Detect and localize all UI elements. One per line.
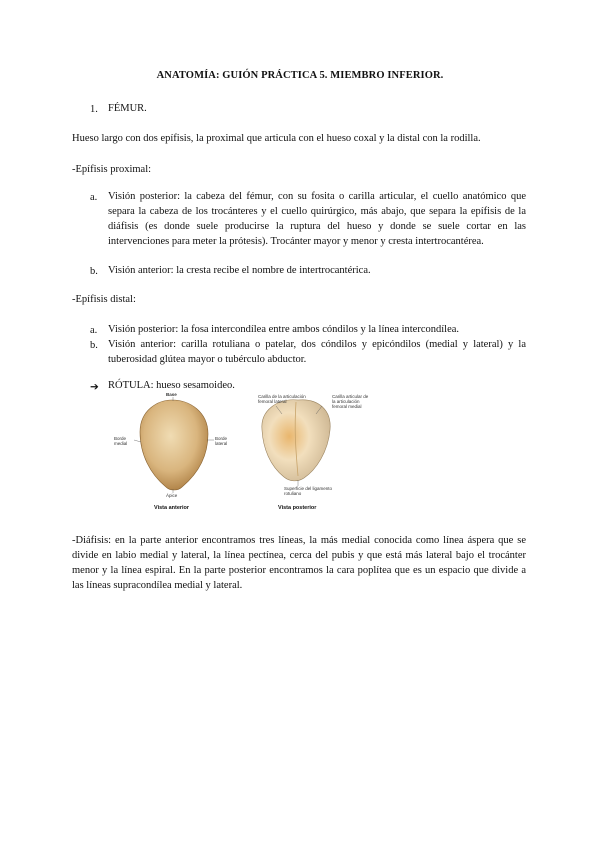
distal-item-b: Visión anterior: carilla rotuliana o patelar, dos cóndilos y epicóndilos (medial y lateral) y la tuberosidad glútea mayor o tubérculo abductor.: [108, 339, 526, 365]
patella-illustration: [110, 392, 360, 520]
caption-anterior: Vista anterior: [154, 505, 190, 511]
label-medial-facet: Carilla articular de la articulación femoral medial: [332, 394, 369, 409]
list-marker: b.: [90, 266, 98, 277]
label-ligament-surface: Superficie del ligamento rotuliano: [284, 486, 333, 496]
page-title: ANATOMÍA: GUIÓN PRÁCTICA 5. MIEMBRO INFERIOR.: [156, 70, 444, 81]
label-base: Base: [166, 392, 177, 397]
list-marker: b.: [90, 340, 98, 351]
list-marker: a.: [90, 192, 98, 203]
section-heading: FÉMUR.: [108, 103, 147, 114]
proximal-item-b: Visión anterior: la cresta recibe el nombre de intertrocantérica.: [108, 265, 371, 276]
patella-anterior: [140, 400, 208, 490]
proximal-heading: -Epífisis proximal:: [72, 164, 152, 175]
list-marker: a.: [90, 325, 98, 336]
label-lateral-facet: Carilla de la articulación femoral lateral: [258, 394, 306, 404]
patella-figure: [110, 392, 369, 520]
label-lateral-border: Borde lateral: [215, 436, 228, 446]
arrow-bullet: ➔: [90, 382, 99, 393]
intro-paragraph: Hueso largo con dos epífisis, la proximal que articula con el hueso coxal y la distal con la rodilla.: [72, 133, 481, 144]
caption-posterior: Vista posterior: [278, 505, 317, 511]
proximal-item-a: Visión posterior: la cabeza del fémur, con su fosita o carilla articular, el cuello anatómico que separa la cabeza de los trocánteres y el cuello quirúrgico, más abajo, que separa la epífisis de la diáfisis (es donde suele producirse la ruptura del hueso y donde se suele cortar en las intervenciones para meter la prótesis). Trocánter mayor y menor y cresta intertrocantérea.: [108, 191, 526, 247]
diafisis-paragraph: -Diáfisis: en la parte anterior encontramos tres líneas, la más medial conocida como línea áspera que se divide en labio medial y lateral, la línea pectínea, cerca del pubis y que está más lateral bajo el trocánter menor y la línea espiral. En la parte posterior encontramos la cara poplítea que es un espacio que divide a las líneas supracondílea medial y lateral.: [72, 535, 526, 591]
section-number: 1.: [90, 104, 98, 115]
label-apex: Ápice: [166, 493, 178, 498]
patella-posterior: [262, 400, 330, 481]
rotula-heading: RÓTULA: hueso sesamoideo.: [108, 380, 235, 391]
label-medial-border: Borde medial: [114, 436, 128, 446]
distal-item-a: Visión posterior: la fosa intercondílea entre ambos cóndilos y la línea intercondílea.: [108, 324, 460, 335]
distal-heading: -Epífisis distal:: [72, 294, 136, 305]
